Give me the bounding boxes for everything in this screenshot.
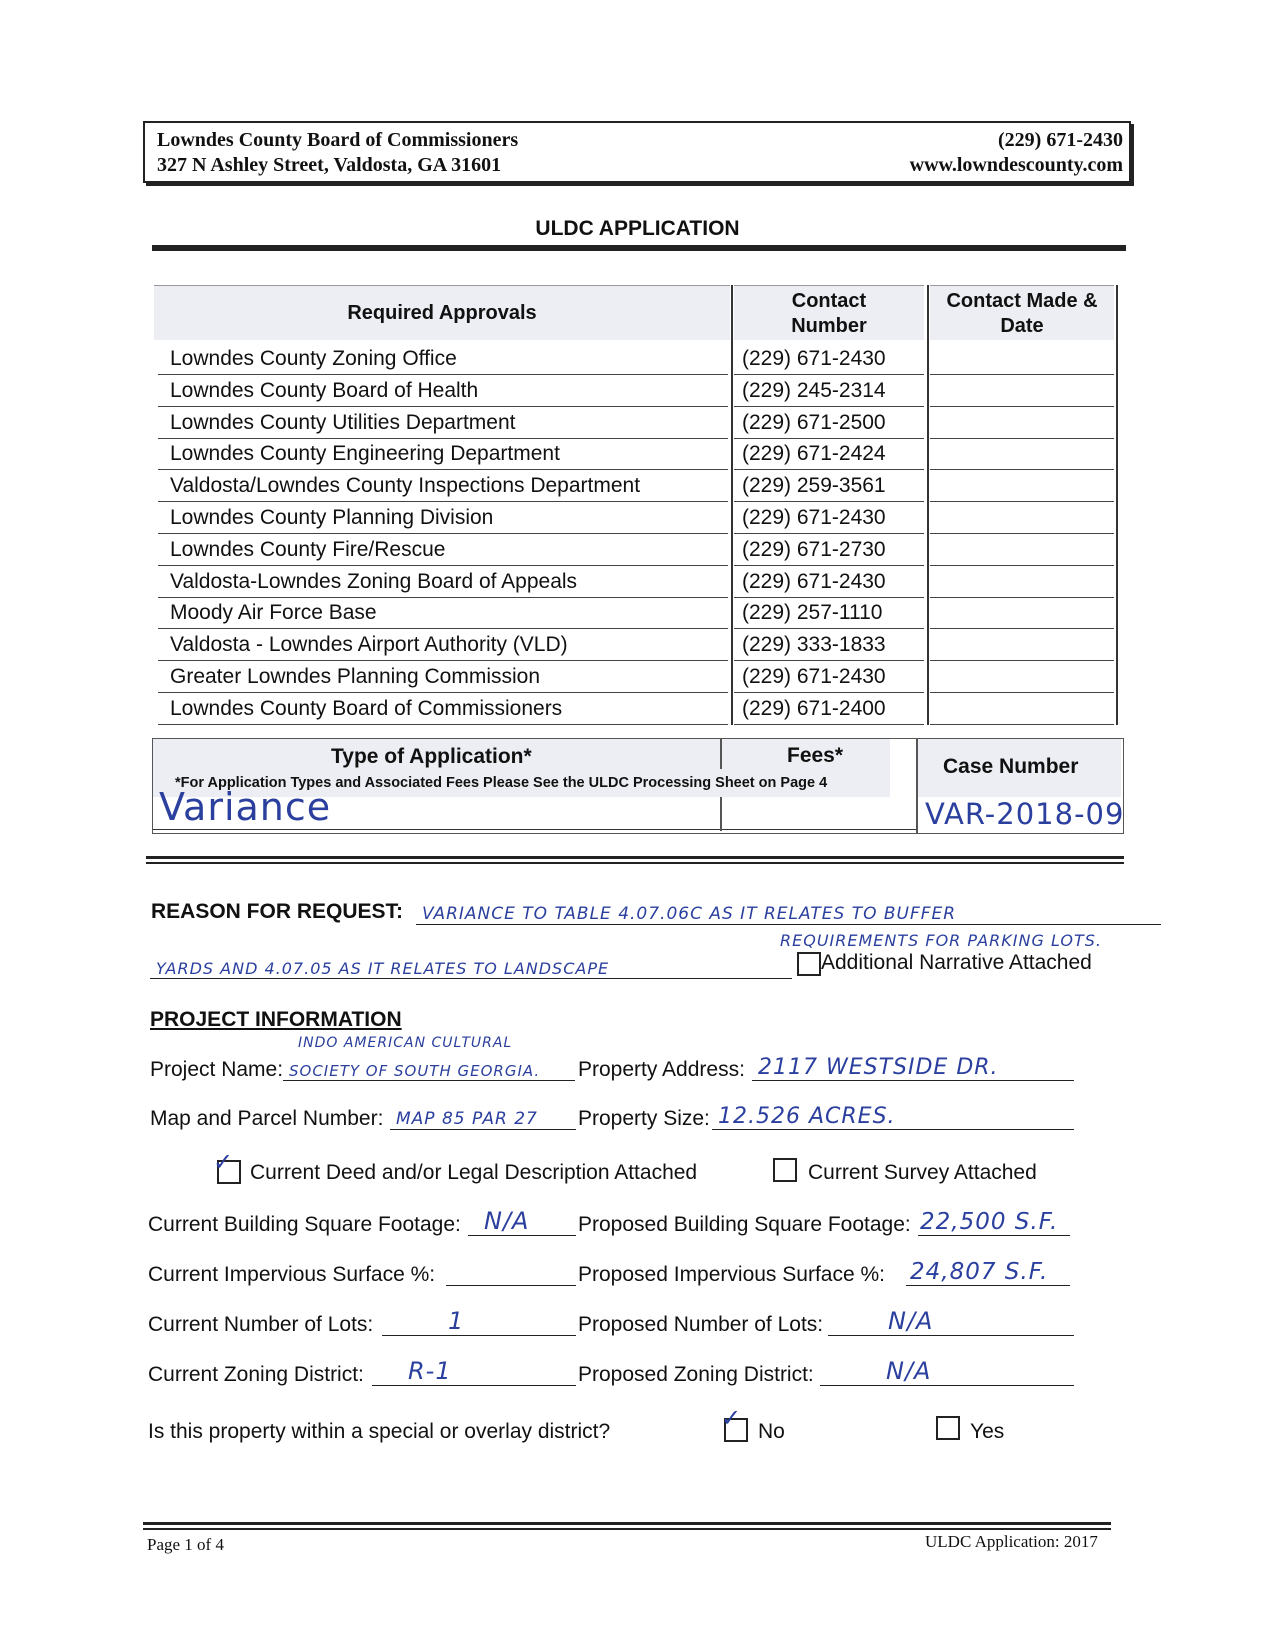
approval-phone: (229) 671-2730 bbox=[742, 537, 886, 561]
fees-label: Fees* bbox=[787, 744, 844, 767]
title-rule bbox=[152, 245, 1126, 251]
deed-check-mark-icon: ✓ bbox=[213, 1149, 234, 1176]
footer-rule-2 bbox=[143, 1528, 1111, 1530]
form-id: ULDC Application: 2017 bbox=[925, 1532, 1098, 1551]
approval-name: Valdosta/Lowndes County Inspections Department bbox=[170, 474, 641, 498]
approval-name: Greater Lowndes Planning Commission bbox=[170, 665, 541, 688]
fees-divider bbox=[720, 739, 722, 769]
form-title: ULDC APPLICATION bbox=[535, 217, 740, 240]
section-rule-2 bbox=[146, 862, 1124, 864]
survey-attached-label: Current Survey Attached bbox=[808, 1161, 1037, 1184]
table-row bbox=[154, 343, 1120, 375]
reason-line-2[interactable]: REQUIREMENTS FOR PARKING LOTS. bbox=[780, 931, 1102, 950]
approval-name: Lowndes County Engineering Department bbox=[170, 442, 560, 466]
additional-narrative-checkbox[interactable] bbox=[797, 952, 821, 976]
footer-rule-1 bbox=[143, 1522, 1111, 1525]
case-number-value[interactable]: VAR-2018-09 bbox=[925, 797, 1125, 831]
header-box bbox=[143, 121, 1131, 183]
approval-name: Lowndes County Board of Health bbox=[170, 378, 479, 402]
org-name: Lowndes County Board of Commissioners bbox=[157, 129, 519, 151]
current-lots-label: Current Number of Lots: bbox=[148, 1313, 374, 1336]
current-zoning-field[interactable]: R-1 bbox=[372, 1359, 576, 1386]
current-zoning-label: Current Zoning District: bbox=[148, 1363, 364, 1386]
table-row bbox=[154, 407, 1120, 439]
approval-phone: (229) 671-2424 bbox=[742, 442, 886, 466]
reason-line-3[interactable]: YARDS AND 4.07.05 AS IT RELATES TO LANDSCAPE bbox=[150, 952, 792, 979]
row-underline bbox=[734, 724, 924, 725]
current-impervious-label: Current Impervious Surface %: bbox=[148, 1263, 436, 1286]
approval-name: Lowndes County Planning Division bbox=[170, 506, 494, 529]
property-address-field[interactable]: 2117 WESTSIDE DR. bbox=[752, 1054, 1074, 1081]
table-row bbox=[154, 693, 1120, 725]
approval-name: Lowndes County Utilities Department bbox=[170, 410, 516, 434]
overlay-yes-label: Yes bbox=[970, 1420, 1005, 1443]
approval-name: Lowndes County Board of Commissioners bbox=[170, 696, 563, 720]
table-row bbox=[154, 470, 1120, 502]
type-underline bbox=[153, 829, 916, 830]
proposed-impervious-field[interactable]: 24,807 S.F. bbox=[906, 1259, 1070, 1286]
current-sqft-label: Current Building Square Footage: bbox=[148, 1213, 461, 1236]
type-of-application-label: Type of Application* bbox=[331, 745, 532, 768]
table-row bbox=[154, 629, 1120, 661]
table-row bbox=[154, 566, 1120, 598]
overlay-no-label: No bbox=[758, 1420, 785, 1443]
proposed-impervious-label: Proposed Impervious Surface %: bbox=[578, 1263, 885, 1286]
survey-attached-checkbox[interactable] bbox=[773, 1158, 797, 1182]
overlay-question: Is this property within a special or overlay district? bbox=[148, 1420, 611, 1443]
deed-attached-label: Current Deed and/or Legal Description Attached bbox=[250, 1161, 698, 1184]
approval-phone: (229) 671-2430 bbox=[742, 506, 886, 529]
table-row bbox=[154, 438, 1120, 470]
approval-name: Lowndes County Fire/Rescue bbox=[170, 537, 446, 561]
page-number: Page 1 of 4 bbox=[147, 1535, 224, 1554]
proposed-sqft-field[interactable]: 22,500 S.F. bbox=[918, 1209, 1070, 1236]
approval-phone: (229) 671-2430 bbox=[742, 569, 886, 593]
application-type-block bbox=[152, 738, 1124, 834]
approval-name: Moody Air Force Base bbox=[170, 601, 377, 625]
table-row bbox=[154, 534, 1120, 566]
org-address: 327 N Ashley Street, Valdosta, GA 31601 bbox=[157, 154, 502, 176]
table-row bbox=[154, 375, 1120, 407]
approval-phone: (229) 259-3561 bbox=[742, 474, 886, 498]
table-row bbox=[154, 661, 1120, 693]
project-name-field[interactable]: SOCIETY OF SOUTH GEORGIA. bbox=[283, 1054, 575, 1081]
fee-note: *For Application Types and Associated Fees Please See the ULDC Processing Sheet on Page 4 bbox=[175, 775, 828, 791]
overlay-yes-checkbox[interactable] bbox=[936, 1416, 960, 1440]
parcel-field[interactable]: MAP 85 PAR 27 bbox=[390, 1103, 576, 1130]
section-rule-1 bbox=[146, 856, 1124, 859]
project-name-value-top[interactable]: INDO AMERICAN CULTURAL bbox=[298, 1035, 513, 1051]
approval-phone: (229) 671-2400 bbox=[742, 696, 886, 720]
reason-line-1[interactable]: VARIANCE TO TABLE 4.07.06C AS IT RELATES TO BUFFER bbox=[416, 898, 1161, 925]
case-divider bbox=[916, 739, 918, 833]
current-sqft-field[interactable]: N/A bbox=[468, 1209, 576, 1236]
project-name-label: Project Name: bbox=[150, 1058, 284, 1081]
table-divider bbox=[731, 285, 733, 725]
current-impervious-field[interactable] bbox=[446, 1259, 576, 1286]
case-number-label: Case Number bbox=[943, 755, 1079, 778]
table-row bbox=[154, 597, 1120, 629]
table-row bbox=[154, 502, 1120, 534]
approval-phone: (229) 245-2314 bbox=[742, 378, 886, 402]
property-size-label: Property Size: bbox=[578, 1107, 710, 1130]
overlay-no-check-mark-icon: ✓ bbox=[721, 1405, 742, 1432]
col-header-contact-made: Contact Made & Date bbox=[930, 285, 1114, 340]
reason-label: REASON FOR REQUEST: bbox=[151, 900, 404, 923]
approval-name: Valdosta-Lowndes Zoning Board of Appeals bbox=[170, 569, 578, 593]
property-size-field[interactable]: 12.526 ACRES. bbox=[712, 1103, 1074, 1130]
row-underline bbox=[158, 724, 728, 725]
table-divider bbox=[1116, 285, 1118, 725]
project-info-heading: PROJECT INFORMATION bbox=[150, 1008, 402, 1031]
org-website: www.lowndescounty.com bbox=[909, 154, 1123, 176]
approval-phone: (229) 257-1110 bbox=[742, 601, 883, 625]
approval-phone: (229) 671-2430 bbox=[742, 347, 886, 370]
approval-name: Lowndes County Zoning Office bbox=[170, 347, 457, 370]
additional-narrative-label: Additional Narrative Attached bbox=[821, 951, 1092, 974]
current-lots-field[interactable]: 1 bbox=[382, 1309, 576, 1336]
org-phone: (229) 671-2430 bbox=[998, 129, 1123, 151]
property-address-label: Property Address: bbox=[578, 1058, 745, 1081]
table-divider bbox=[927, 285, 929, 725]
approval-phone: (229) 671-2500 bbox=[742, 410, 886, 434]
proposed-lots-field[interactable]: N/A bbox=[828, 1309, 1074, 1336]
col-header-contact-number: Contact Number bbox=[734, 285, 924, 340]
proposed-lots-label: Proposed Number of Lots: bbox=[578, 1313, 824, 1336]
approval-name: Valdosta - Lowndes Airport Authority (VLD) bbox=[170, 633, 568, 657]
proposed-sqft-label: Proposed Building Square Footage: bbox=[578, 1213, 911, 1236]
proposed-zoning-label: Proposed Zoning District: bbox=[578, 1363, 814, 1386]
parcel-label: Map and Parcel Number: bbox=[150, 1107, 384, 1130]
fees-value-divider bbox=[720, 797, 722, 831]
approval-phone: (229) 333-1833 bbox=[742, 633, 886, 657]
col-header-required: Required Approvals bbox=[154, 285, 730, 340]
proposed-zoning-field[interactable]: N/A bbox=[820, 1359, 1074, 1386]
contact-made-field[interactable] bbox=[930, 724, 1114, 725]
approval-phone: (229) 671-2430 bbox=[742, 665, 886, 688]
application-type-value[interactable]: Variance bbox=[159, 785, 332, 829]
